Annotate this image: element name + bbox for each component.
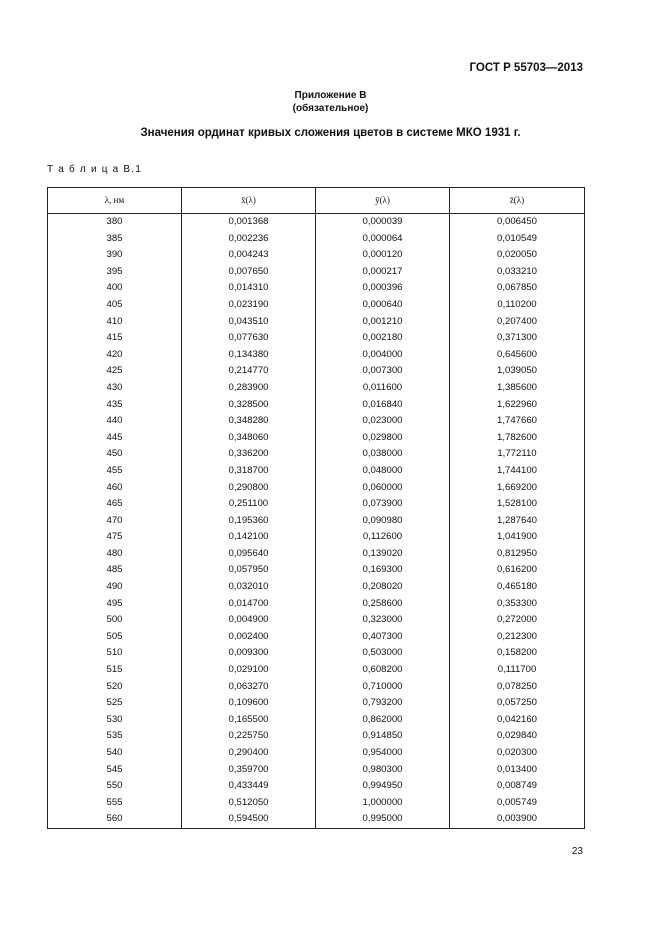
cell-y: 0,980300 <box>316 762 450 779</box>
cell-z: 0,353300 <box>450 596 585 613</box>
cell-y: 0,011600 <box>316 380 450 397</box>
cell-wavelength: 460 <box>48 480 182 497</box>
cell-wavelength: 525 <box>48 695 182 712</box>
cell-x: 0,290400 <box>182 745 316 762</box>
cell-x: 0,134380 <box>182 347 316 364</box>
cell-y: 0,862000 <box>316 712 450 729</box>
cell-x: 0,063270 <box>182 679 316 696</box>
cell-wavelength: 395 <box>48 264 182 281</box>
table-header-row <box>48 188 585 214</box>
cell-y: 0,139020 <box>316 546 450 563</box>
cell-y: 0,258600 <box>316 596 450 613</box>
cell-z: 0,616200 <box>450 562 585 579</box>
cell-z: 0,033210 <box>450 264 585 281</box>
cell-wavelength: 415 <box>48 330 182 347</box>
cell-x: 0,014310 <box>182 280 316 297</box>
cell-z: 0,207400 <box>450 314 585 331</box>
cell-z: 0,272000 <box>450 612 585 629</box>
cell-x: 0,009300 <box>182 645 316 662</box>
cell-z: 0,371300 <box>450 330 585 347</box>
table-row <box>48 430 585 447</box>
cell-z: 1,782600 <box>450 430 585 447</box>
cell-z: 0,008749 <box>450 778 585 795</box>
cell-y: 0,710000 <box>316 679 450 696</box>
cell-y: 0,090980 <box>316 513 450 530</box>
cell-z: 1,287640 <box>450 513 585 530</box>
table-row <box>48 596 585 613</box>
cell-z: 0,158200 <box>450 645 585 662</box>
cell-z: 0,020050 <box>450 247 585 264</box>
cell-x: 0,290800 <box>182 480 316 497</box>
cell-x: 0,165500 <box>182 712 316 729</box>
cell-y: 0,004000 <box>316 347 450 364</box>
cell-y: 0,001210 <box>316 314 450 331</box>
table-label: Т а б л и ц а В.1 <box>47 164 142 175</box>
cell-x: 0,002400 <box>182 629 316 646</box>
table-row <box>48 496 585 513</box>
table-row <box>48 247 585 264</box>
cell-x: 0,077630 <box>182 330 316 347</box>
table-row <box>48 297 585 314</box>
cell-y: 1,000000 <box>316 795 450 812</box>
table-row <box>48 513 585 530</box>
cell-z: 0,111700 <box>450 662 585 679</box>
cell-z: 0,020300 <box>450 745 585 762</box>
cell-y: 0,038000 <box>316 446 450 463</box>
cell-y: 0,007300 <box>316 363 450 380</box>
table-row <box>48 662 585 679</box>
cell-y: 0,000396 <box>316 280 450 297</box>
cell-x: 0,195360 <box>182 513 316 530</box>
cell-x: 0,283900 <box>182 380 316 397</box>
cell-z: 1,039050 <box>450 363 585 380</box>
cell-x: 0,001368 <box>182 214 316 231</box>
cell-y: 0,048000 <box>316 463 450 480</box>
cell-z: 0,003900 <box>450 811 585 828</box>
cell-x: 0,328500 <box>182 397 316 414</box>
cell-x: 0,004900 <box>182 612 316 629</box>
table-row <box>48 645 585 662</box>
cell-y: 0,112600 <box>316 529 450 546</box>
cell-z: 0,006450 <box>450 214 585 231</box>
table-row <box>48 413 585 430</box>
cell-wavelength: 555 <box>48 795 182 812</box>
cell-z: 1,528100 <box>450 496 585 513</box>
cell-y: 0,608200 <box>316 662 450 679</box>
table-row <box>48 214 585 231</box>
cell-wavelength: 520 <box>48 679 182 696</box>
cell-x: 0,336200 <box>182 446 316 463</box>
table-row <box>48 695 585 712</box>
cell-y: 0,073900 <box>316 496 450 513</box>
cell-z: 1,669200 <box>450 480 585 497</box>
cell-x: 0,043510 <box>182 314 316 331</box>
cell-wavelength: 405 <box>48 297 182 314</box>
cell-wavelength: 385 <box>48 231 182 248</box>
table-row <box>48 231 585 248</box>
cell-x: 0,023190 <box>182 297 316 314</box>
cell-y: 0,000039 <box>316 214 450 231</box>
table-row <box>48 314 585 331</box>
cell-x: 0,142100 <box>182 529 316 546</box>
table-row <box>48 347 585 364</box>
cell-x: 0,007650 <box>182 264 316 281</box>
cell-x: 0,029100 <box>182 662 316 679</box>
cell-z: 0,057250 <box>450 695 585 712</box>
table-row <box>48 264 585 281</box>
cell-x: 0,433449 <box>182 778 316 795</box>
cell-wavelength: 550 <box>48 778 182 795</box>
cell-y: 0,793200 <box>316 695 450 712</box>
cell-z: 0,042160 <box>450 712 585 729</box>
cell-y: 0,029800 <box>316 430 450 447</box>
cell-wavelength: 495 <box>48 596 182 613</box>
cell-wavelength: 475 <box>48 529 182 546</box>
cell-x: 0,014700 <box>182 596 316 613</box>
table-row <box>48 728 585 745</box>
cell-wavelength: 380 <box>48 214 182 231</box>
cell-wavelength: 490 <box>48 579 182 596</box>
cell-x: 0,318700 <box>182 463 316 480</box>
cell-z: 0,067850 <box>450 280 585 297</box>
cell-wavelength: 410 <box>48 314 182 331</box>
page-number: 23 <box>571 846 583 857</box>
cell-wavelength: 450 <box>48 446 182 463</box>
cell-y: 0,407300 <box>316 629 450 646</box>
cell-wavelength: 430 <box>48 380 182 397</box>
table-row <box>48 330 585 347</box>
cell-z: 0,110200 <box>450 297 585 314</box>
cell-wavelength: 390 <box>48 247 182 264</box>
cell-y: 0,023000 <box>316 413 450 430</box>
table-row <box>48 280 585 297</box>
cell-y: 0,954000 <box>316 745 450 762</box>
cell-wavelength: 400 <box>48 280 182 297</box>
annex-title: Приложение В <box>294 90 367 101</box>
column-header-y: ȳ(λ) <box>316 188 450 214</box>
cell-wavelength: 420 <box>48 347 182 364</box>
cell-y: 0,002180 <box>316 330 450 347</box>
cell-x: 0,348280 <box>182 413 316 430</box>
cell-z: 0,212300 <box>450 629 585 646</box>
table-row <box>48 629 585 646</box>
cell-y: 0,994950 <box>316 778 450 795</box>
annex-subtitle: (обязательное) <box>292 103 369 114</box>
cell-z: 0,010549 <box>450 231 585 248</box>
cell-wavelength: 465 <box>48 496 182 513</box>
cell-x: 0,512050 <box>182 795 316 812</box>
cell-y: 0,060000 <box>316 480 450 497</box>
cell-x: 0,002236 <box>182 231 316 248</box>
cell-x: 0,225750 <box>182 728 316 745</box>
color-matching-table <box>47 187 585 829</box>
cell-y: 0,323000 <box>316 612 450 629</box>
cell-wavelength: 455 <box>48 463 182 480</box>
cell-y: 0,016840 <box>316 397 450 414</box>
page-title: Значения ординат кривых сложения цветов в системе МКО 1931 г. <box>140 127 521 139</box>
cell-x: 0,214770 <box>182 363 316 380</box>
cell-x: 0,348060 <box>182 430 316 447</box>
cell-z: 0,005749 <box>450 795 585 812</box>
cell-wavelength: 560 <box>48 811 182 828</box>
cell-wavelength: 545 <box>48 762 182 779</box>
standard-number: ГОСТ Р 55703—2013 <box>469 62 583 74</box>
table-row <box>48 795 585 812</box>
table-row <box>48 712 585 729</box>
cell-x: 0,594500 <box>182 811 316 828</box>
cell-y: 0,995000 <box>316 811 450 828</box>
cell-wavelength: 425 <box>48 363 182 380</box>
cell-wavelength: 535 <box>48 728 182 745</box>
cell-x: 0,032010 <box>182 579 316 596</box>
cell-wavelength: 510 <box>48 645 182 662</box>
column-header-x: x̄(λ) <box>182 188 316 214</box>
cell-wavelength: 445 <box>48 430 182 447</box>
cell-wavelength: 480 <box>48 546 182 563</box>
table-row <box>48 562 585 579</box>
cell-y: 0,000064 <box>316 231 450 248</box>
cell-wavelength: 440 <box>48 413 182 430</box>
cell-z: 1,385600 <box>450 380 585 397</box>
table-row <box>48 679 585 696</box>
cell-y: 0,000120 <box>316 247 450 264</box>
table-row <box>48 363 585 380</box>
table-row <box>48 380 585 397</box>
cell-z: 0,029840 <box>450 728 585 745</box>
column-header-z: z̄(λ) <box>450 188 585 214</box>
cell-z: 0,812950 <box>450 546 585 563</box>
table-row <box>48 446 585 463</box>
cell-wavelength: 505 <box>48 629 182 646</box>
cell-z: 1,041900 <box>450 529 585 546</box>
cell-wavelength: 435 <box>48 397 182 414</box>
cell-x: 0,251100 <box>182 496 316 513</box>
table-row <box>48 745 585 762</box>
cell-x: 0,057950 <box>182 562 316 579</box>
cell-z: 1,772110 <box>450 446 585 463</box>
column-header-wavelength: λ, нм <box>48 188 182 214</box>
cell-z: 0,013400 <box>450 762 585 779</box>
cell-z: 1,747660 <box>450 413 585 430</box>
cell-z: 1,622960 <box>450 397 585 414</box>
table-row <box>48 612 585 629</box>
cell-wavelength: 500 <box>48 612 182 629</box>
cell-z: 0,645600 <box>450 347 585 364</box>
table-row <box>48 546 585 563</box>
cell-z: 0,465180 <box>450 579 585 596</box>
cell-wavelength: 485 <box>48 562 182 579</box>
cell-wavelength: 540 <box>48 745 182 762</box>
cell-y: 0,169300 <box>316 562 450 579</box>
cell-y: 0,000640 <box>316 297 450 314</box>
cell-wavelength: 470 <box>48 513 182 530</box>
cell-wavelength: 515 <box>48 662 182 679</box>
cell-y: 0,000217 <box>316 264 450 281</box>
cell-y: 0,914850 <box>316 728 450 745</box>
table-row <box>48 463 585 480</box>
table-row <box>48 778 585 795</box>
cell-x: 0,004243 <box>182 247 316 264</box>
cell-z: 0,078250 <box>450 679 585 696</box>
table-row <box>48 762 585 779</box>
table-row <box>48 397 585 414</box>
cell-wavelength: 530 <box>48 712 182 729</box>
cell-x: 0,109600 <box>182 695 316 712</box>
table-row <box>48 480 585 497</box>
cell-x: 0,359700 <box>182 762 316 779</box>
cell-x: 0,095640 <box>182 546 316 563</box>
cell-y: 0,208020 <box>316 579 450 596</box>
cell-y: 0,503000 <box>316 645 450 662</box>
table-row <box>48 529 585 546</box>
table-row <box>48 811 585 828</box>
cell-z: 1,744100 <box>450 463 585 480</box>
table-row <box>48 579 585 596</box>
